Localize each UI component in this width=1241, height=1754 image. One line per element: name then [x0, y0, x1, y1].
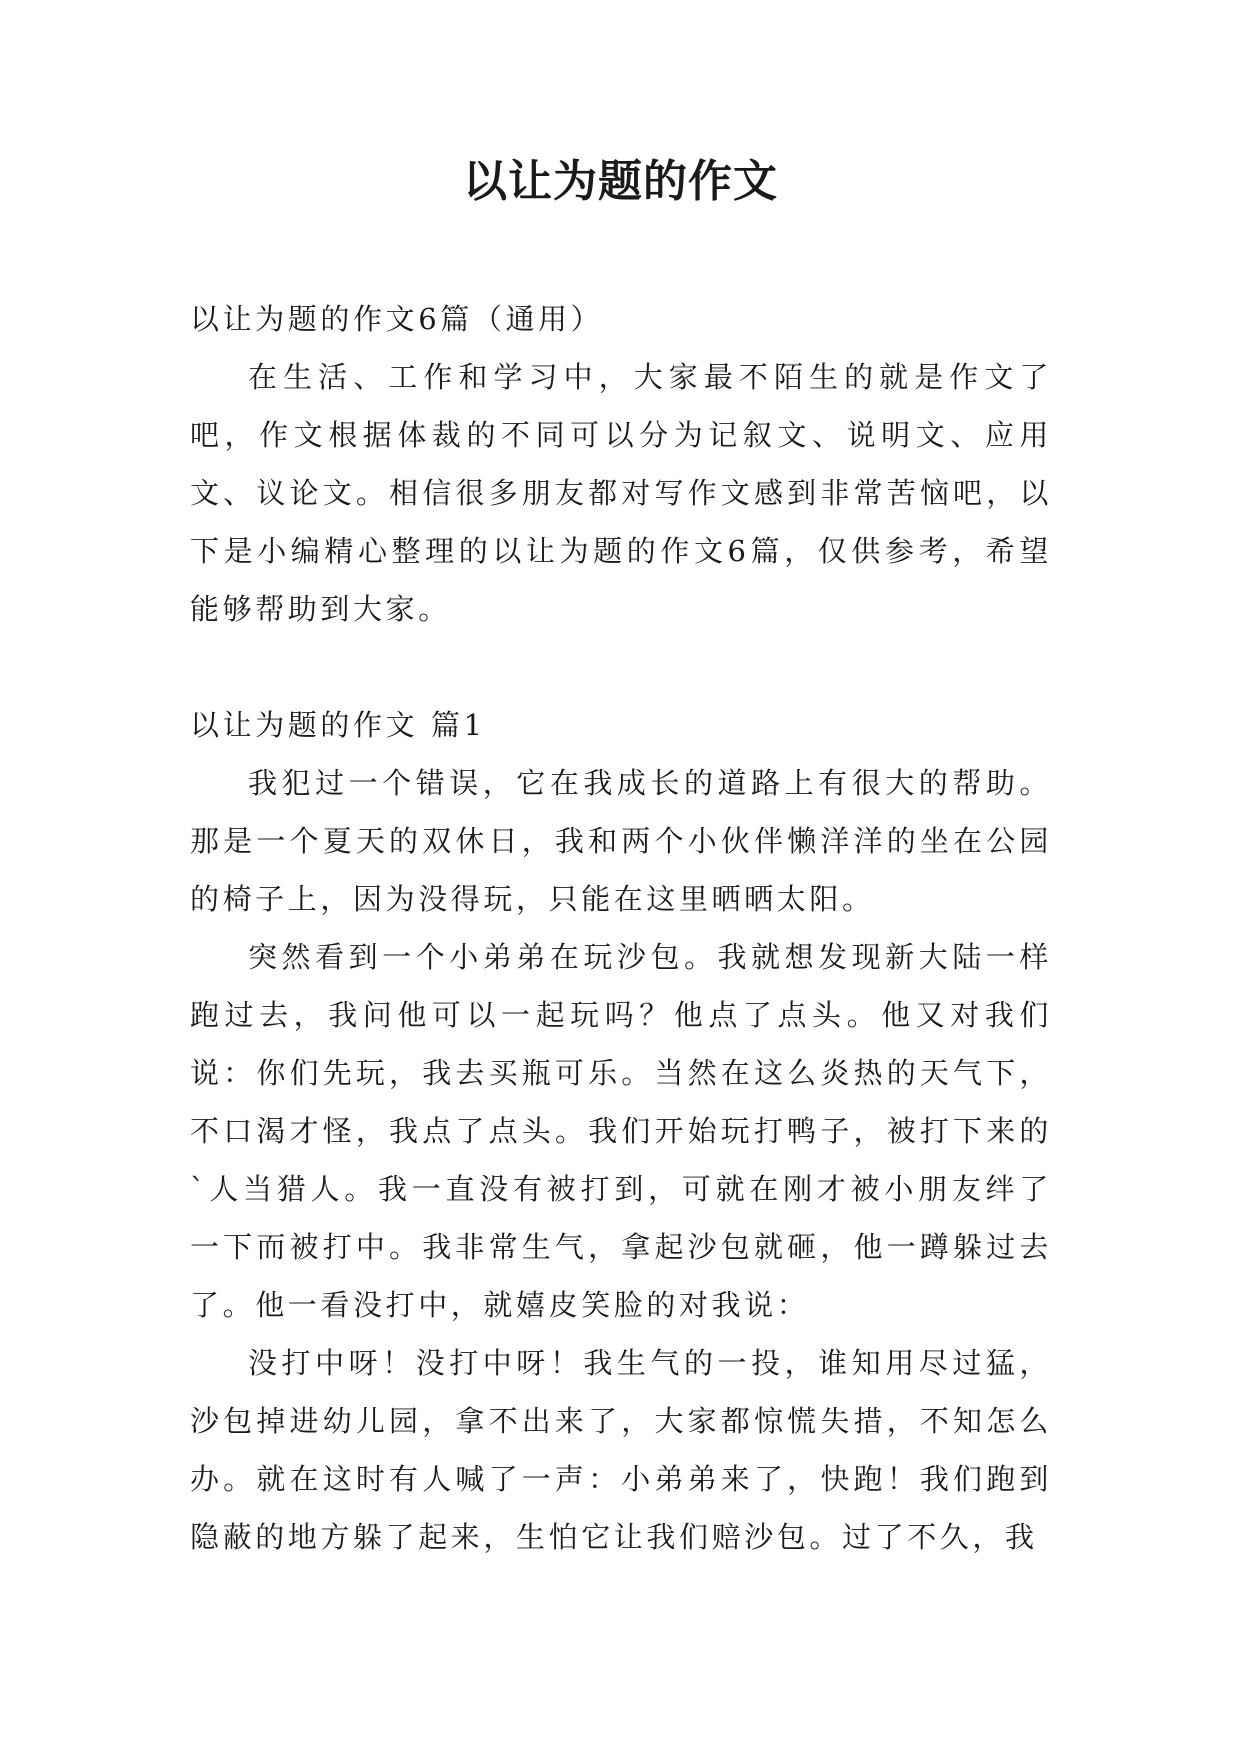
document-body [190, 290, 1052, 1566]
document-subtitle: 以让为题的作文6篇（通用） [190, 302, 604, 336]
body-paragraph: 没打中呀！没打中呀！我生气的一投，谁知用尽过猛，沙包掉进幼儿园，拿不出来了，大家都惊慌失措，不知怎么办。就在这时有人喊了一声：小弟弟来了，快跑！我们跑到隐蔽的地方躲了起来，生怕它让我们赔沙包。过了不久，我 [190, 1346, 1052, 1554]
body-paragraph: 我犯过一个错误，它在我成长的道路上有很大的帮助。那是一个夏天的双休日，我和两个小伙伴懒洋洋的坐在公园的椅子上，因为没得玩，只能在这里晒晒太阳。 [190, 766, 1052, 916]
document-title: 以让为题的作文 [463, 156, 778, 207]
section-heading: 以让为题的作文 篇1 [190, 708, 486, 742]
intro-paragraph: 在生活、工作和学习中，大家最不陌生的就是作文了吧，作文根据体裁的不同可以分为记叙文、说明文、应用文、议论文。相信很多朋友都对写作文感到非常苦恼吧，以下是小编精心整理的以让为题的作文6篇，仅供参考，希望能够帮助到大家。 [190, 360, 1052, 626]
body-paragraph: 突然看到一个小弟弟在玩沙包。我就想发现新大陆一样跑过去，我问他可以一起玩吗？他点了点头。他又对我们说：你们先玩，我去买瓶可乐。当然在这么炎热的天气下，不口渴才怪，我点了点头。我们开始玩打鸭子，被打下来的`人当猎人。我一直没有被打到，可就在刚才被小朋友绊了一下而被打中。我非常生气，拿起沙包就砸，他一蹲躲过去了。他一看没打中，就嬉皮笑脸的对我说： [190, 940, 1052, 1322]
